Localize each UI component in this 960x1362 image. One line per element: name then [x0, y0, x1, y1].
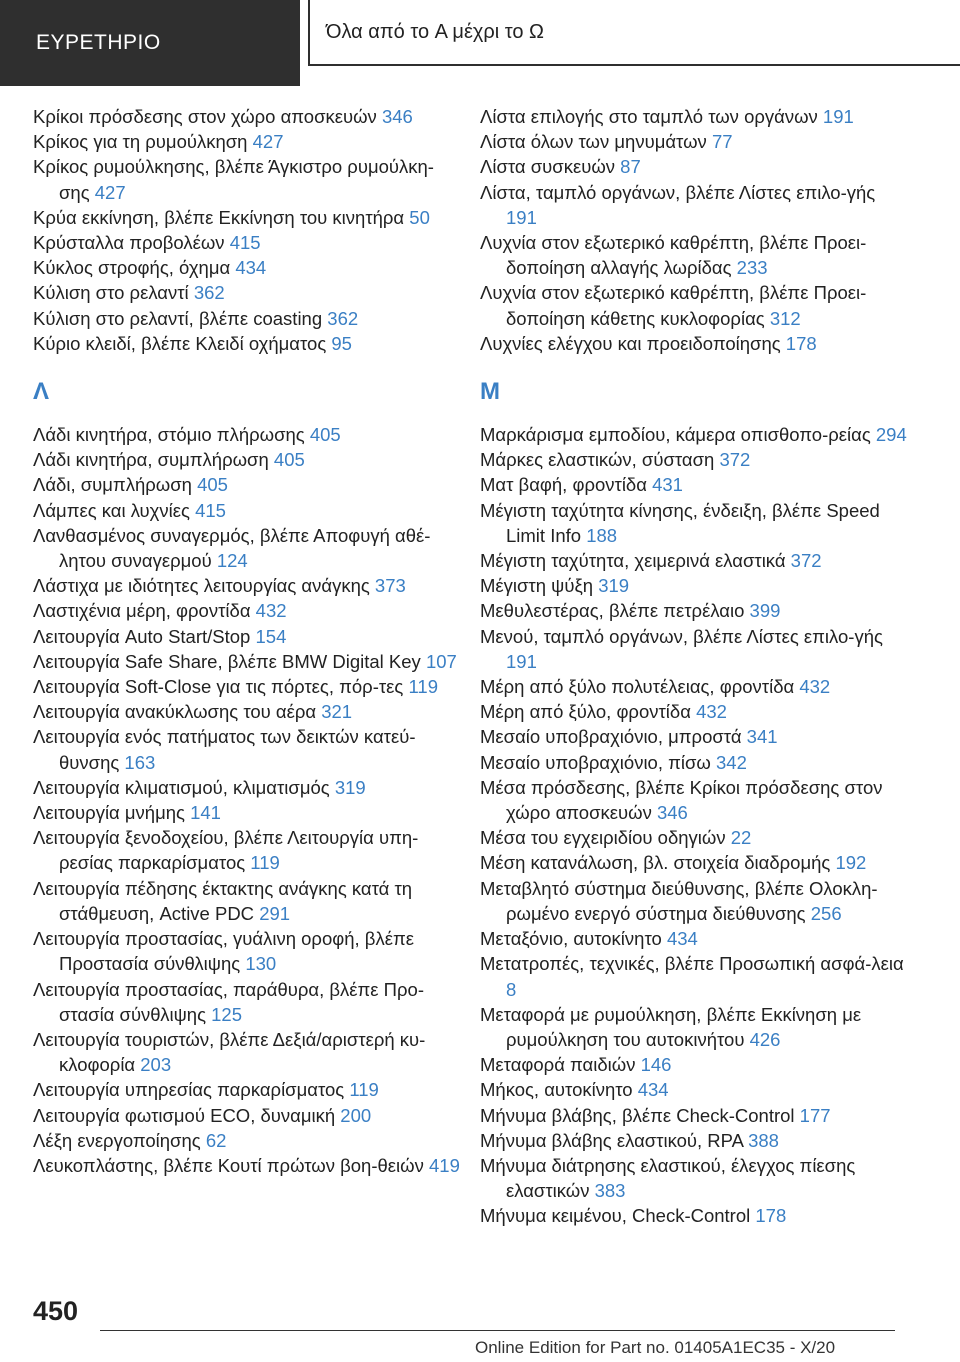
index-entry: [33, 230, 463, 255]
index-entry-text: Λευκοπλάστης, βλέπε Κουτί πρώτων βοη-θειών: [33, 1154, 424, 1176]
index-page-link[interactable]: 191: [822, 106, 854, 127]
index-entry: [480, 1077, 910, 1102]
index-page-link[interactable]: 163: [124, 751, 156, 773]
index-entry-text: Μήνυμα βλάβης ελαστικού, RPA: [480, 1129, 743, 1151]
index-entry-text: Λέξη ενεργοποίησης: [33, 1129, 201, 1151]
index-entry-text: Λίστα, ταμπλό οργάνων, βλέπε Λίστες επιλο-γής: [480, 181, 876, 203]
index-entry: [33, 306, 463, 331]
index-page-link[interactable]: 178: [785, 332, 817, 354]
index-entry-text: Μήνυμα βλάβης, βλέπε Check-Control: [480, 1104, 795, 1126]
index-page-link[interactable]: 146: [640, 1054, 672, 1076]
index-page-link[interactable]: 62: [205, 1129, 227, 1151]
index-entry: [480, 498, 910, 548]
index-entry: [480, 1103, 910, 1128]
index-entry-text: Λυχνία στον εξωτερικό καθρέπτη, βλέπε Προει-δοποίηση αλλαγής λωρίδας: [480, 232, 867, 279]
index-page-link[interactable]: 342: [716, 751, 747, 773]
index-entry-text: Λάδι κινητήρα, συμπλήρωση: [33, 449, 269, 471]
index-entry-text: Μεταφορά με ρυμούλκηση, βλέπε Εκκίνηση με ρυμούλκηση του αυτοκινήτου: [480, 1003, 862, 1050]
index-letter-heading: Λ: [33, 378, 50, 406]
index-entry: [33, 1153, 463, 1178]
index-page-link[interactable]: 341: [746, 726, 778, 748]
section-tab: ΕΥΡΕΤΗΡΙΟ: [0, 0, 300, 86]
index-entry: [33, 674, 463, 699]
index-page-link[interactable]: 321: [321, 701, 353, 723]
index-entry: [480, 230, 910, 280]
footer-edition: Online Edition for Part no. 01405A1EC35 - X/20: [475, 1338, 836, 1357]
index-page-link[interactable]: 95: [331, 332, 352, 354]
index-entry-text: Λίστα όλων των μηνυμάτων: [480, 131, 707, 153]
index-entry: [33, 825, 463, 875]
index-entry: [33, 523, 463, 573]
index-page-link[interactable]: 312: [769, 307, 801, 329]
index-entry-text: Μαρκάρισμα εμποδίου, κάμερα οπισθοπο-ρείας: [480, 424, 871, 446]
index-entry: [480, 1203, 910, 1228]
footer-divider: [100, 1330, 895, 1331]
index-entry-text: Κρίκος για τη ρυμούλκηση: [33, 131, 248, 153]
index-entry-text: Κρύσταλλα προβολέων: [33, 232, 225, 254]
index-entry: [480, 750, 910, 775]
index-entry: [480, 926, 910, 951]
index-page-link[interactable]: 119: [408, 676, 438, 698]
index-page-link[interactable]: 434: [637, 1079, 669, 1101]
index-entry: [480, 775, 910, 825]
index-page-link[interactable]: 87: [620, 156, 641, 178]
index-entry: [33, 1103, 463, 1128]
index-page-link[interactable]: 191: [506, 206, 537, 228]
index-page-link[interactable]: 383: [594, 1180, 626, 1202]
index-page-link[interactable]: 191: [506, 650, 537, 672]
index-page-link[interactable]: 405: [309, 424, 341, 446]
index-page-link[interactable]: 141: [190, 802, 221, 824]
index-entry-text: Λειτουργία ανακύκλωσης του αέρα: [33, 701, 317, 723]
index-entry-text: Μέγιστη ψύξη: [480, 575, 594, 597]
index-entry: [480, 129, 910, 154]
index-entry: [480, 699, 910, 724]
index-entry-text: Μεταφορά παιδιών: [480, 1054, 636, 1076]
index-page-link[interactable]: 434: [666, 928, 698, 950]
index-entry: [33, 598, 463, 623]
index-entry-text: Μεταβλητό σύστημα διεύθυνσης, βλέπε Ολοκλη-ρωμένο ενεργό σύστημα διεύθυνσης: [480, 877, 878, 924]
index-entry-text: Λυχνία στον εξωτερικό καθρέπτη, βλέπε Προει-δοποίηση κάθετης κυκλοφορίας: [480, 282, 867, 329]
index-entry-text: Λειτουργία προστασίας, παράθυρα, βλέπε Προ-στασία σύνθλιψης: [33, 978, 424, 1025]
index-page-link[interactable]: 415: [229, 232, 261, 254]
index-entry-text: Μέγιστη ταχύτητα κίνησης, ένδειξη, βλέπε Speed Limit Info: [480, 499, 880, 546]
index-page-link[interactable]: 107: [425, 650, 457, 672]
page-number: 450: [33, 1296, 79, 1326]
index-page-link[interactable]: 188: [586, 524, 618, 546]
index-entry: [33, 1027, 463, 1077]
index-page-link[interactable]: 432: [799, 676, 831, 698]
index-page-link[interactable]: 373: [374, 575, 406, 597]
index-entry: [480, 472, 910, 497]
index-entry: [480, 876, 910, 926]
index-page-link[interactable]: 346: [381, 106, 413, 127]
index-page-link[interactable]: 415: [195, 499, 226, 521]
index-page-link[interactable]: 427: [94, 181, 126, 203]
index-entry: [480, 951, 910, 1001]
index-entry-text: Μεσαίο υποβραχιόνιο, πίσω: [480, 751, 711, 773]
index-page-link[interactable]: 154: [255, 625, 287, 647]
index-page-link[interactable]: 233: [736, 257, 768, 279]
index-page-link[interactable]: 372: [790, 550, 822, 572]
index-entry: [33, 926, 463, 976]
index-entry: [480, 1153, 910, 1203]
index-entry: [33, 154, 463, 204]
index-page-link[interactable]: 419: [429, 1154, 460, 1176]
index-entry-text: Κύλιση στο ρελαντί: [33, 282, 189, 304]
index-page-link[interactable]: 77: [711, 131, 733, 153]
index-page-link[interactable]: 388: [748, 1129, 779, 1151]
index-page-link[interactable]: 119: [349, 1079, 379, 1101]
index-entry-text: Κύκλος στροφής, όχημα: [33, 257, 231, 279]
index-page-link[interactable]: 8: [506, 978, 517, 1000]
index-entry-text: Μήνυμα διάτρησης ελαστικού, έλεγχος πίεσης ελαστικών: [480, 1154, 856, 1202]
index-entry-text: Μήνυμα κειμένου, Check-Control: [480, 1205, 751, 1227]
index-entry-text: Λάδι κινητήρα, στόμιο πλήρωσης: [33, 424, 305, 446]
index-entry-text: Μέσα πρόσδεσης, βλέπε Κρίκοι πρόσδεσης στον χώρο αποσκευών: [480, 776, 883, 824]
index-entry: [480, 850, 910, 875]
index-page-link[interactable]: 405: [197, 474, 228, 496]
index-entry-text: Κρίκοι πρόσδεσης στον χώρο αποσκευών: [33, 106, 377, 127]
index-entry: [480, 573, 910, 598]
index-entry-text: Κρίκος ρυμούλκησης, βλέπε Άγκιστρο ρυμούλκη-σης: [33, 156, 434, 203]
index-entry-text: Λάμπες και λυχνίες: [33, 499, 190, 521]
index-entry: [480, 1002, 910, 1052]
index-entry: [480, 724, 910, 749]
index-entry: [480, 548, 910, 573]
index-entry-text: Λειτουργία υπηρεσίας παρκαρίσματος: [33, 1079, 345, 1101]
index-page-link[interactable]: 200: [340, 1104, 372, 1126]
index-entry: [33, 104, 463, 129]
section-subtitle: Όλα από το A μέχρι το Ω: [308, 0, 960, 66]
index-page-link[interactable]: 119: [250, 852, 280, 874]
index-entry-text: Λειτουργία ξενοδοχείου, βλέπε Λειτουργία υπη-ρεσίας παρκαρίσματος: [33, 827, 419, 874]
index-entry: [33, 498, 463, 523]
index-page-link[interactable]: 399: [749, 600, 781, 622]
index-entry: [33, 280, 463, 305]
index-page-link[interactable]: 427: [252, 131, 284, 153]
index-entry-text: Μεταξόνιο, αυτοκίνητο: [480, 928, 662, 950]
index-entry: [33, 1077, 463, 1102]
index-column-right: [480, 104, 910, 1229]
index-page-link[interactable]: 432: [255, 600, 287, 622]
index-page-link[interactable]: 291: [259, 902, 291, 924]
index-entry-text: Μενού, ταμπλό οργάνων, βλέπε Λίστες επιλο-γής: [480, 625, 883, 647]
index-letter-heading: Μ: [480, 378, 500, 406]
index-entry: [33, 205, 463, 230]
index-page-link[interactable]: 434: [235, 257, 267, 279]
index-entry-text: Μετατροπές, τεχνικές, βλέπε Προσωπική ασφά-λεια: [480, 953, 904, 975]
index-entry: [480, 331, 910, 356]
index-page-link[interactable]: 130: [245, 953, 277, 975]
index-entry: [33, 573, 463, 598]
index-page-link[interactable]: 50: [409, 206, 430, 228]
index-entry: [480, 422, 910, 447]
index-entry: [33, 724, 463, 774]
index-entry-text: Λειτουργία Safe Share, βλέπε BMW Digital Key: [33, 650, 421, 672]
index-page-link[interactable]: 405: [273, 449, 305, 471]
index-entry-text: Μεθυλεστέρας, βλέπε πετρέλαιο: [480, 600, 745, 622]
index-entry: [33, 255, 463, 280]
index-entry-text: Μέρη από ξύλο πολυτέλειας, φροντίδα: [480, 676, 795, 698]
index-page-link[interactable]: 124: [216, 550, 248, 572]
index-entry: [33, 624, 463, 649]
index-entry-text: Λειτουργία Auto Start/Stop: [33, 625, 251, 647]
index-page-link[interactable]: 177: [799, 1104, 831, 1126]
index-entry: [33, 331, 463, 356]
index-entry-text: Κύλιση στο ρελαντί, βλέπε coasting: [33, 307, 323, 329]
index-page-link[interactable]: 256: [810, 902, 842, 924]
index-entry: [480, 825, 910, 850]
index-entry-text: Λάστιχα με ιδιότητες λειτουργίας ανάγκης: [33, 575, 370, 597]
index-entry: [33, 1128, 463, 1153]
index-entry: [480, 674, 910, 699]
index-entry-text: Λειτουργία κλιματισμού, κλιματισμός: [33, 776, 330, 798]
index-page-link[interactable]: 319: [334, 776, 366, 798]
index-entry: [33, 977, 463, 1027]
index-entry-text: Λειτουργία πέδησης έκτακτης ανάγκης κατά τη στάθμευση, Active PDC: [33, 877, 413, 924]
index-column-left: [33, 104, 463, 1178]
index-entry: [33, 876, 463, 926]
index-entry: [33, 447, 463, 472]
index-page-link[interactable]: 22: [730, 827, 752, 849]
index-entry-text: Λειτουργία Soft-Close για τις πόρτες, πόρ-τες: [33, 676, 404, 698]
index-entry-text: Λαστιχένια μέρη, φροντίδα: [33, 600, 251, 622]
index-entry-text: Μάρκες ελαστικών, σύσταση: [480, 449, 715, 471]
index-entry-text: Μέγιστη ταχύτητα, χειμερινά ελαστικά: [480, 550, 786, 572]
index-entry-text: Μήκος, αυτοκίνητο: [480, 1079, 633, 1101]
index-entry: [33, 129, 463, 154]
index-entry-text: Κρύα εκκίνηση, βλέπε Εκκίνηση του κινητήρα: [33, 206, 405, 228]
index-entry-text: Μεσαίο υποβραχιόνιο, μπροστά: [480, 726, 742, 748]
index-entry-text: Λειτουργία ενός πατήματος των δεικτών κατεύ-θυνσης: [33, 726, 416, 773]
index-page-link[interactable]: 125: [211, 1003, 243, 1025]
index-entry: [480, 180, 910, 230]
page-header: [0, 0, 960, 86]
index-entry: [33, 699, 463, 724]
index-page-link[interactable]: 372: [719, 449, 751, 471]
index-entry: [480, 598, 910, 623]
index-entry-text: Μέσα του εγχειριδίου οδηγιών: [480, 827, 726, 849]
index-entry: [33, 775, 463, 800]
index-page-link[interactable]: 294: [875, 424, 907, 446]
index-entry-text: Λειτουργία μνήμης: [33, 802, 185, 824]
index-entry: [480, 447, 910, 472]
index-page-link[interactable]: 426: [749, 1028, 781, 1050]
index-entry-text: Κύριο κλειδί, βλέπε Κλειδί οχήματος: [33, 332, 327, 354]
index-entry: [480, 154, 910, 179]
index-entry: [33, 422, 463, 447]
index-page-link[interactable]: 203: [140, 1054, 172, 1076]
index-entry-text: Λανθασμένος συναγερμός, βλέπε Αποφυγή αθέ-λητου συναγερμού: [33, 524, 431, 572]
index-page-link[interactable]: 346: [656, 802, 688, 824]
index-entry-text: Λειτουργία φωτισμού ECO, δυναμική: [33, 1104, 336, 1126]
index-entry: [33, 800, 463, 825]
index-entry-text: Λειτουργία τουριστών, βλέπε Δεξιά/αριστερή κυ-κλοφορία: [33, 1028, 426, 1076]
index-entry-text: Μέση κατανάλωση, βλ. στοιχεία διαδρομής: [480, 852, 831, 874]
index-entry-text: Λίστα επιλογής στο ταμπλό των οργάνων: [480, 106, 818, 127]
index-page-link[interactable]: 432: [696, 701, 727, 723]
index-entry: [480, 1128, 910, 1153]
index-entry: [480, 104, 910, 129]
index-entry-text: Μέρη από ξύλο, φροντίδα: [480, 701, 691, 723]
index-page-link[interactable]: 431: [652, 474, 683, 496]
index-entry: [480, 280, 910, 330]
index-page-link[interactable]: 192: [835, 852, 867, 874]
index-entry-text: Ματ βαφή, φροντίδα: [480, 474, 647, 496]
index-entry: [480, 624, 910, 674]
index-entry: [33, 649, 463, 674]
index-page-link[interactable]: 362: [327, 307, 359, 329]
index-page-link[interactable]: 178: [755, 1205, 787, 1227]
index-entry: [33, 472, 463, 497]
index-entry-text: Λίστα συσκευών: [480, 156, 616, 178]
index-page-link[interactable]: 362: [193, 282, 225, 304]
index-entry: [480, 1052, 910, 1077]
index-entry-text: Λειτουργία προστασίας, γυάλινη οροφή, βλέπε Προστασία σύνθλιψης: [33, 928, 414, 975]
index-page-link[interactable]: 319: [598, 575, 630, 597]
index-entry-text: Λυχνίες ελέγχου και προειδοποίησης: [480, 332, 781, 354]
index-entry-text: Λάδι, συμπλήρωση: [33, 474, 192, 496]
